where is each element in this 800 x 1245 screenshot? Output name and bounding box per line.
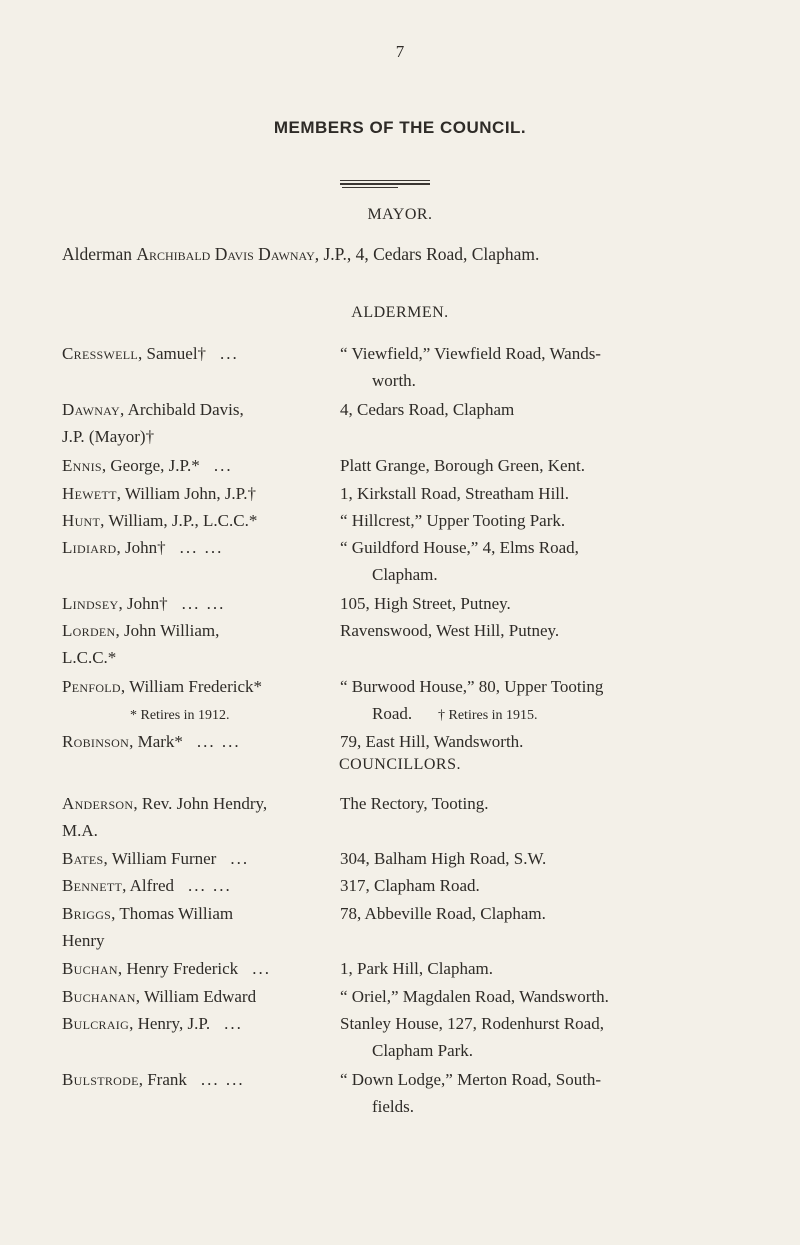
member-surname: Hewett (62, 484, 117, 503)
footnote-1912: * Retires in 1912. (130, 708, 230, 723)
member-address (340, 955, 700, 982)
member-forenames: , Henry, J.P. (129, 1014, 211, 1033)
address-line: “ Down Lodge,” Merton Road, South- (340, 1070, 602, 1089)
member-address (340, 480, 700, 507)
address-line-continuation: Clapham Park. (372, 1041, 474, 1060)
member-address (340, 1010, 700, 1064)
address-line-continuation: Road. (372, 704, 413, 723)
member-address (340, 340, 700, 394)
leader-dots: ... (224, 1014, 243, 1033)
member-name (62, 534, 330, 561)
member-address (340, 534, 700, 588)
member-forenames: , Alfred (122, 876, 175, 895)
member-forenames: , John† (116, 538, 166, 557)
leader-dots: ... ... (181, 594, 226, 613)
member-name (62, 617, 330, 671)
address-line: 78, Abbeville Road, Clapham. (340, 904, 546, 923)
leader-dots: ... (213, 456, 233, 475)
page-number: 7 (395, 42, 405, 61)
address-line-continuation: fields. (372, 1097, 415, 1116)
address-line: 105, High Street, Putney. (340, 594, 511, 613)
leader-dots: ... ... (200, 1070, 245, 1089)
address-line: “ Viewfield,” Viewfield Road, Wands- (340, 344, 601, 363)
member-address (340, 790, 700, 817)
member-surname: Cresswell (62, 344, 139, 363)
address-line: Stanley House, 127, Rodenhurst Road, (340, 1014, 604, 1033)
member-name (62, 507, 330, 534)
address-line: “ Burwood House,” 80, Upper Tooting (340, 677, 604, 696)
mayor-heading: MAYOR. (367, 206, 433, 223)
address-line: 317, Clapham Road. (340, 876, 480, 895)
member-name (62, 728, 330, 755)
member-surname: Ennis (62, 456, 102, 475)
address-line-continuation: Clapham. (372, 565, 438, 584)
address-line: 1, Park Hill, Clapham. (340, 959, 493, 978)
address-line: “ Oriel,” Magdalen Road, Wandsworth. (340, 987, 609, 1006)
member-forenames: , Rev. John Hendry, (133, 794, 268, 813)
councillors-heading: COUNCILLORS. (338, 756, 461, 773)
address-line: The Rectory, Tooting. (340, 794, 489, 813)
member-forenames: , William John, J.P.† (116, 484, 257, 503)
member-surname: Bates (62, 849, 104, 868)
member-address (340, 845, 700, 872)
mayor-prefix: Alderman (62, 244, 137, 264)
member-surname: Bennett (62, 876, 123, 895)
leader-dots: ... ... (188, 876, 232, 895)
member-address (340, 452, 700, 479)
member-address (340, 728, 700, 755)
leader-dots: ... (252, 959, 271, 978)
member-name (62, 452, 330, 479)
member-forenames: , Henry Frederick (117, 959, 239, 978)
member-name-continuation: Henry (62, 931, 105, 950)
mayor-name: Archibald Davis Dawnay (136, 244, 315, 264)
member-name (62, 983, 330, 1010)
member-name (62, 845, 330, 872)
member-forenames: , Mark* (129, 732, 183, 751)
member-name (62, 673, 330, 700)
member-name (62, 590, 330, 617)
address-line-continuation: worth. (372, 371, 416, 390)
member-name (62, 340, 330, 367)
member-address (340, 983, 700, 1010)
address-line: 304, Balham High Road, S.W. (340, 849, 547, 868)
member-name (62, 955, 330, 982)
member-name (62, 1010, 330, 1037)
leader-dots: ... (230, 849, 250, 868)
address-line: Platt Grange, Borough Green, Kent. (340, 456, 586, 475)
member-surname: Robinson (62, 732, 130, 751)
member-name-continuation: J.P. (Mayor)† (62, 427, 155, 446)
member-forenames: , Frank (138, 1070, 187, 1089)
member-forenames: , William Furner (103, 849, 217, 868)
member-surname: Lorden (62, 621, 116, 640)
member-name (62, 872, 330, 899)
member-surname: Lidiard (62, 538, 117, 557)
member-address (340, 900, 700, 927)
member-surname: Bulstrode (62, 1070, 139, 1089)
aldermen-heading: ALDERMEN. (351, 304, 449, 321)
member-surname: Bulcraig (62, 1014, 130, 1033)
footnote-1915: † Retires in 1915. (438, 708, 538, 723)
member-forenames: , William, J.P., L.C.C.* (100, 511, 258, 530)
member-surname: Lindsey (62, 594, 119, 613)
decorative-rule (340, 180, 430, 190)
member-surname: Briggs (62, 904, 112, 923)
mayor-entry (62, 244, 539, 265)
member-surname: Anderson (62, 794, 134, 813)
member-forenames: , Thomas William (111, 904, 234, 923)
member-surname: Dawnay (62, 400, 121, 419)
member-address (340, 617, 700, 644)
mayor-address: , J.P., 4, Cedars Road, Clapham. (314, 244, 540, 264)
member-address (340, 590, 700, 617)
member-forenames: , Samuel† (138, 344, 207, 363)
member-surname: Hunt (62, 511, 101, 530)
member-address (340, 396, 700, 423)
member-name-continuation: L.C.C.* (62, 648, 117, 667)
address-line: “ Hillcrest,” Upper Tooting Park. (340, 511, 566, 530)
member-address (340, 1066, 700, 1120)
leader-dots: ... ... (196, 732, 241, 751)
leader-dots: ... (220, 344, 239, 363)
page-title: MEMBERS OF THE COUNCIL. (273, 118, 527, 137)
member-surname: Buchan (62, 959, 118, 978)
address-line: “ Guildford House,” 4, Elms Road, (340, 538, 579, 557)
member-address (340, 507, 700, 534)
member-name-continuation: M.A. (62, 821, 98, 840)
member-address (340, 872, 700, 899)
leader-dots: ... ... (179, 538, 224, 557)
member-forenames: , William Edward (135, 987, 257, 1006)
member-name (62, 480, 330, 507)
member-forenames: , William Frederick* (120, 677, 262, 696)
member-surname: Buchanan (62, 987, 136, 1006)
address-line: Ravenswood, West Hill, Putney. (340, 621, 560, 640)
member-forenames: , John William, (115, 621, 220, 640)
member-name (62, 900, 330, 954)
member-name (62, 1066, 330, 1093)
member-forenames: , George, J.P.* (101, 456, 200, 475)
address-line: 79, East Hill, Wandsworth. (340, 732, 524, 751)
member-name (62, 790, 330, 844)
address-line: 4, Cedars Road, Clapham (340, 400, 515, 419)
member-forenames: , Archibald Davis, (120, 400, 244, 419)
member-surname: Penfold (62, 677, 121, 696)
address-line: 1, Kirkstall Road, Streatham Hill. (340, 484, 569, 503)
member-name (62, 396, 330, 450)
member-forenames: , John† (118, 594, 168, 613)
